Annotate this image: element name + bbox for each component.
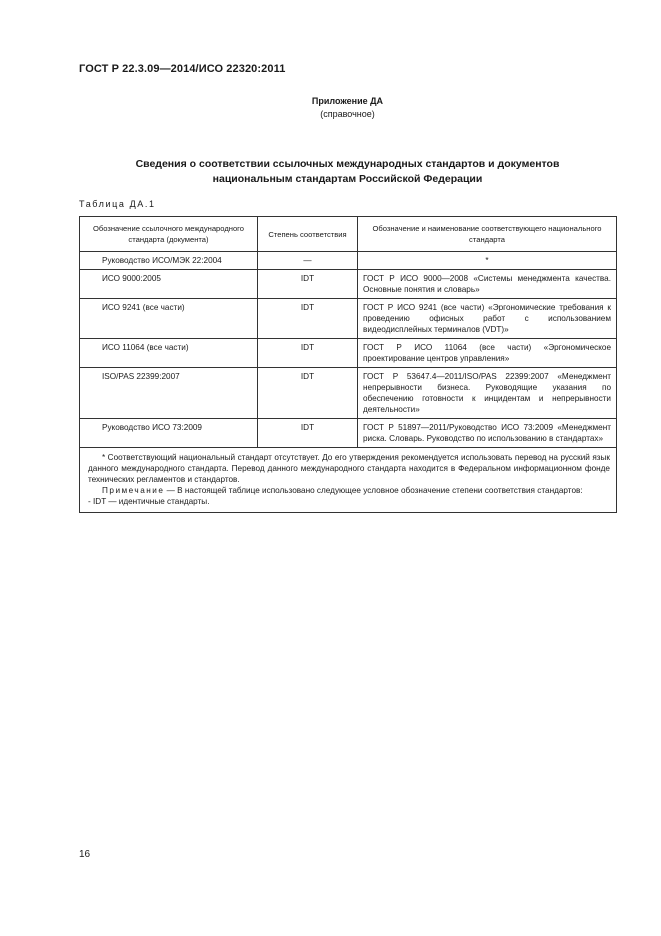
document-code-header: ГОСТ Р 22.3.09—2014/ИСО 22320:2011 bbox=[79, 63, 286, 75]
standards-correspondence-table bbox=[79, 216, 617, 513]
table-note bbox=[88, 485, 610, 496]
page-title-line-2: национальным стандартам Российской Федерации bbox=[212, 173, 483, 185]
table-header-row bbox=[80, 217, 617, 252]
cell-national: ГОСТ Р ИСО 9000—2008 «Системы менеджмента качества. Основные понятия и словарь» bbox=[358, 270, 617, 299]
cell-degree: — bbox=[258, 252, 358, 270]
appendix-title: Приложение ДА bbox=[311, 96, 384, 106]
cell-degree: IDT bbox=[258, 339, 358, 368]
cell-degree: IDT bbox=[258, 270, 358, 299]
cell-reference: ISO/PAS 22399:2007 bbox=[80, 368, 258, 419]
cell-national: ГОСТ Р 53647.4—2011/ISO/PAS 22399:2007 «Менеджмент непрерывности бизнеса. Руководящие указания по обеспечению готовности к инцидентам и непрерывности деятельности» bbox=[358, 368, 617, 419]
cell-degree: IDT bbox=[258, 299, 358, 339]
note-list-item: - IDT — идентичные стандарты. bbox=[88, 497, 210, 506]
table-row bbox=[80, 339, 617, 368]
table-footnote-row bbox=[80, 448, 617, 513]
table-row bbox=[80, 299, 617, 339]
cell-national: ГОСТ Р ИСО 9241 (все части) «Эргономические требования к проведению офисных работ с использованием видеодисплейных терминалов (VDT)» bbox=[358, 299, 617, 339]
column-header-reference: Обозначение ссылочного международного стандарта (документа) bbox=[80, 217, 258, 252]
cell-reference: ИСО 9241 (все части) bbox=[80, 299, 258, 339]
table-footnote bbox=[80, 448, 617, 513]
column-header-national: Обозначение и наименование соответствующего национального стандарта bbox=[358, 217, 617, 252]
table-row bbox=[80, 419, 617, 448]
note-label: Примечание bbox=[102, 486, 165, 495]
table-row bbox=[80, 368, 617, 419]
cell-reference: Руководство ИСО 73:2009 bbox=[80, 419, 258, 448]
page-number: 16 bbox=[79, 849, 91, 860]
cell-national: ГОСТ Р 51897—2011/Руководство ИСО 73:2009 «Менеджмент риска. Словарь. Руководство по использованию в стандартах» bbox=[358, 419, 617, 448]
appendix-subtitle: (справочное) bbox=[320, 109, 375, 119]
cell-national: ГОСТ Р ИСО 11064 (все части) «Эргономическое проектирование центров управления» bbox=[358, 339, 617, 368]
page-title bbox=[79, 157, 616, 187]
cell-degree: IDT bbox=[258, 419, 358, 448]
cell-reference: ИСО 9000:2005 bbox=[80, 270, 258, 299]
page-title-line-1: Сведения о соответствии ссылочных международных стандартов и документов bbox=[135, 158, 560, 170]
cell-reference: ИСО 11064 (все части) bbox=[80, 339, 258, 368]
column-header-degree: Степень соответствия bbox=[258, 217, 358, 252]
cell-national: * bbox=[358, 252, 617, 270]
table-label: Таблица ДА.1 bbox=[79, 199, 156, 209]
table-row bbox=[80, 252, 617, 270]
cell-degree: IDT bbox=[258, 368, 358, 419]
footnote-text: * Соответствующий национальный стандарт отсутствует. До его утверждения рекомендуется использовать перевод на русский язык данного международного стандарта. Перевод данного международного стандарта находится в Федеральном информационном фонде технических регламентов и стандартов. bbox=[88, 453, 610, 484]
cell-reference: Руководство ИСО/МЭК 22:2004 bbox=[80, 252, 258, 270]
table-row bbox=[80, 270, 617, 299]
note-text: — В настоящей таблице использовано следующее условное обозначение степени соответствия стандартов: bbox=[164, 486, 583, 495]
